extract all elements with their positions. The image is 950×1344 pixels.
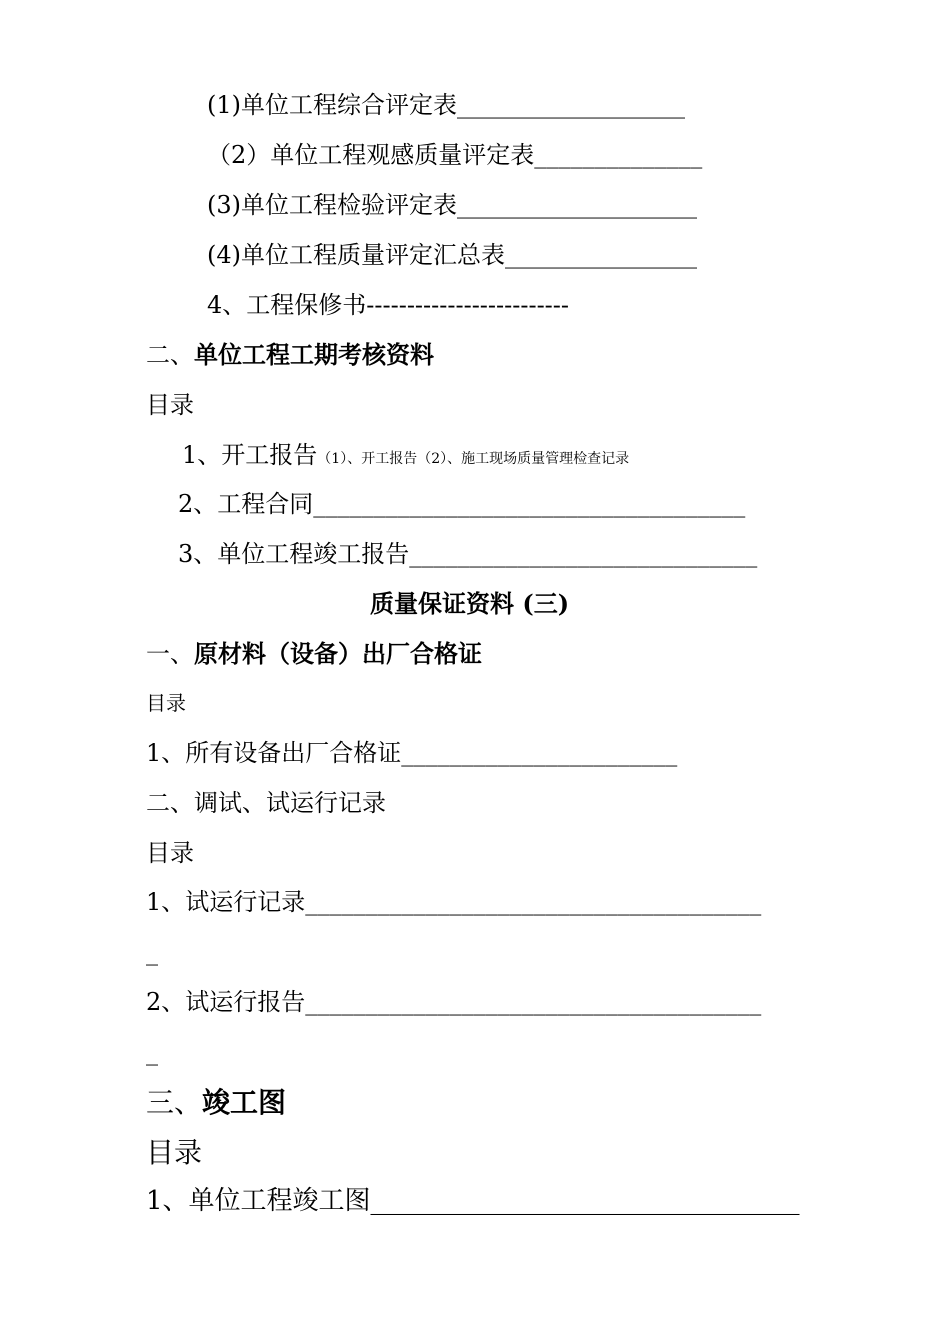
section-heading: 二、调试、试运行记录 xyxy=(146,789,386,817)
list-item: 2、工程合同____________________________________ xyxy=(178,490,746,518)
section-number: 二、 xyxy=(146,341,194,369)
section-title: 竣工图 xyxy=(202,1086,287,1119)
list-item-main: 1、开工报告 xyxy=(182,441,318,469)
list-item xyxy=(182,443,629,467)
section-heading xyxy=(146,340,434,369)
list-item: 4、工程保修书------------------------- xyxy=(207,291,570,319)
list-item-continuation: _ xyxy=(146,1038,158,1066)
part-heading: 质量保证资料 (三) xyxy=(370,589,570,618)
toc-label: 目录 xyxy=(146,391,194,419)
section-heading xyxy=(146,1086,287,1119)
list-item: (4)单位工程质量评定汇总表________________ xyxy=(207,241,697,269)
section-heading xyxy=(146,639,482,668)
list-item: 1、试运行记录______________________________________ xyxy=(146,888,762,916)
section-number: 三、 xyxy=(146,1086,203,1119)
section-title: 单位工程工期考核资料 xyxy=(194,340,434,369)
list-item: 1、单位工程竣工图_________________________________ xyxy=(146,1186,800,1216)
toc-label: 目录 xyxy=(146,691,186,715)
section-number: 一、 xyxy=(146,640,194,668)
list-item: (1)单位工程综合评定表___________________ xyxy=(207,91,685,119)
section-title: 原材料（设备）出厂合格证 xyxy=(194,639,482,668)
list-item-continuation: _ xyxy=(146,938,158,966)
list-item: (3)单位工程检验评定表____________________ xyxy=(207,191,697,219)
list-item: 2、试运行报告______________________________________ xyxy=(146,988,762,1016)
list-item: 1、所有设备出厂合格证_______________________ xyxy=(146,739,678,767)
toc-label: 目录 xyxy=(146,1136,203,1169)
list-item: （2）单位工程观感质量评定表______________ xyxy=(207,141,703,169)
list-item-note: （1）、开工报告（2）、施工现场质量管理检查记录 xyxy=(317,451,630,467)
toc-label: 目录 xyxy=(146,839,194,867)
list-item: 3、单位工程竣工报告_____________________________ xyxy=(178,540,758,568)
